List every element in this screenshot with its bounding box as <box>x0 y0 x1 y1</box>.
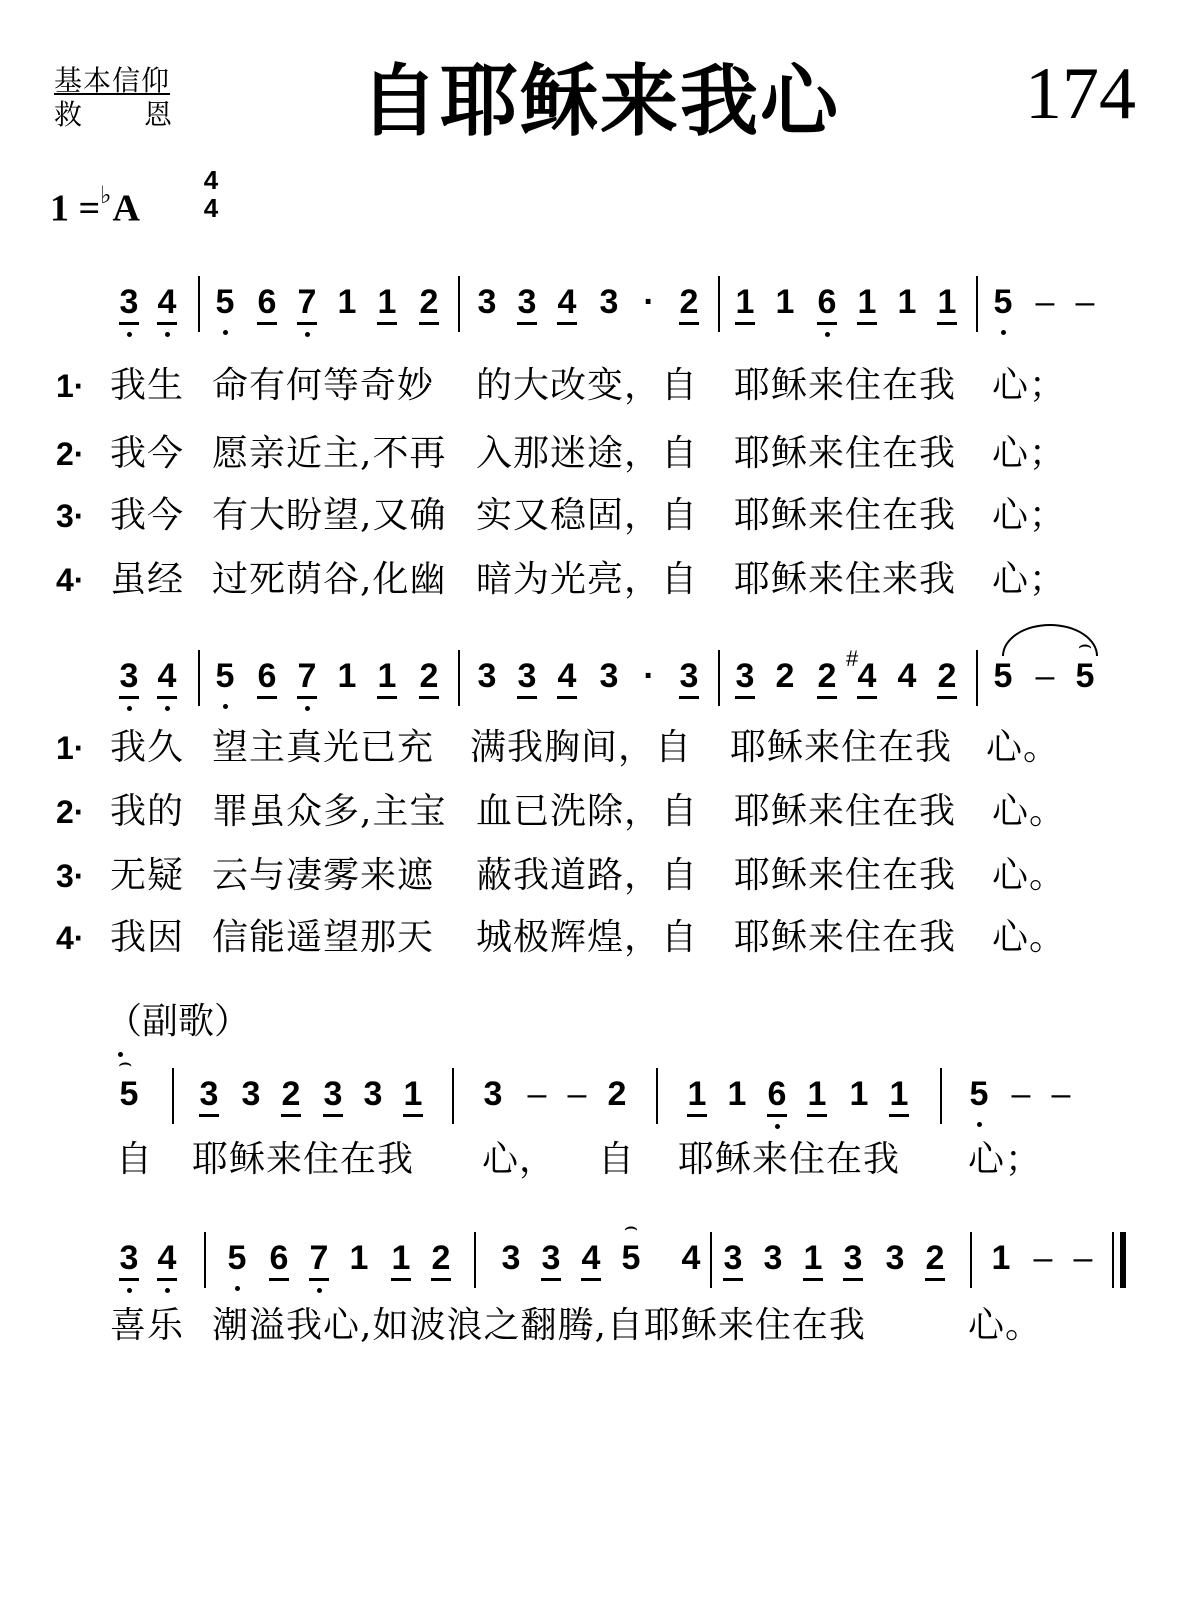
note: 1 <box>734 282 756 340</box>
verse-line <box>56 788 1156 836</box>
note: 2 <box>775 657 795 695</box>
verse-line <box>56 914 1156 962</box>
note: 3 <box>363 1075 383 1113</box>
note: 1 <box>402 1074 424 1132</box>
lyric-segment: 有大盼望,又确 <box>212 495 447 536</box>
key-letter: A <box>112 187 140 230</box>
note: 3 <box>516 282 538 340</box>
dash: – <box>1035 657 1055 695</box>
lyric-segment: 耶稣来住在我 <box>192 1139 415 1180</box>
lyric-segment: 耶稣来住来我 <box>734 559 957 600</box>
note: 3 <box>118 282 140 340</box>
note: 3 <box>198 1074 220 1132</box>
lyric-segment: 蔽我道路，自 <box>476 855 699 896</box>
note: 4 <box>681 1239 701 1277</box>
dot: · <box>643 283 655 321</box>
note: 3 <box>241 1075 261 1113</box>
lyric-segment: 心。 <box>992 855 1067 896</box>
note: 3 <box>722 1238 744 1296</box>
hymn-title: 自耶稣来我心 <box>359 56 840 147</box>
lyric-segment: 血已洗除，自 <box>476 791 699 832</box>
note: 5 <box>214 282 236 340</box>
barline <box>718 276 720 332</box>
lyric-segment: 的大改变，自 <box>476 365 699 406</box>
note: 3 <box>483 1075 503 1113</box>
lyric-segment: 心； <box>992 433 1067 474</box>
note: 2 <box>924 1238 946 1296</box>
lyric-segment: 我因 <box>110 917 185 958</box>
note: 6 <box>816 282 838 340</box>
lyric-segment: 耶稣来住在我 <box>734 433 957 474</box>
note: 2 <box>678 282 700 340</box>
lyric-segment: 望主真光已充 <box>212 727 435 768</box>
chorus-lyric-line-2 <box>56 1302 1156 1350</box>
note-fermata: ⌢ 5 <box>1074 656 1096 714</box>
note: 3 <box>885 1239 905 1277</box>
lyric-segment: 自 <box>116 1139 154 1180</box>
note: 4 <box>556 656 578 714</box>
note: 2 <box>280 1074 302 1132</box>
flat-sign: ♭ <box>100 183 112 209</box>
barline <box>204 1232 206 1288</box>
lyric-segment: 心。 <box>992 791 1067 832</box>
note: 3 <box>477 657 497 695</box>
note: 3 <box>678 656 700 714</box>
verse-line <box>56 852 1156 900</box>
barline <box>970 1232 972 1288</box>
note: 1 <box>806 1074 828 1132</box>
lyric-segment: 城极辉煌，自 <box>476 917 699 958</box>
music-line-1 <box>0 276 1200 346</box>
verse-number: 1· <box>56 368 85 404</box>
barline <box>976 650 978 706</box>
lyric-segment: 虽经 <box>110 559 185 600</box>
dash: – <box>1033 1239 1053 1277</box>
barline <box>198 650 200 706</box>
note: 3 <box>842 1238 864 1296</box>
note: 3 <box>118 656 140 714</box>
music-line-2 <box>0 646 1200 720</box>
lyric-segment: 无疑 <box>110 855 185 896</box>
music-line-4 <box>0 1232 1200 1302</box>
note: 6 <box>256 282 278 340</box>
note: 1 <box>849 1075 869 1113</box>
verse-line <box>56 430 1156 478</box>
dash: – <box>1073 1239 1093 1277</box>
lyric-segment: 暗为光亮，自 <box>476 559 699 600</box>
note: 2 <box>816 656 838 714</box>
barline <box>198 276 200 332</box>
verse-line <box>56 724 1156 772</box>
chorus-label: （副歌） <box>106 1001 251 1042</box>
meter-top: 4 <box>203 165 219 195</box>
lyric-segment: 罪虽众多,主宝 <box>212 791 447 832</box>
lyric-segment: 入那迷途，自 <box>476 433 699 474</box>
note: 1 <box>897 283 917 321</box>
barline <box>718 650 720 706</box>
note: 3 <box>118 1238 140 1296</box>
lyric-segment: 过死荫谷,化幽 <box>212 559 447 600</box>
note: 6 <box>766 1074 788 1132</box>
meter-bottom: 4 <box>203 193 219 223</box>
dot: · <box>643 657 655 695</box>
final-barline-thin <box>1112 1232 1114 1288</box>
note: 1 <box>376 282 398 340</box>
barline <box>474 1232 476 1288</box>
lyric-segment: 心； <box>968 1139 1043 1180</box>
note: 3 <box>322 1074 344 1132</box>
note: 3 <box>540 1238 562 1296</box>
chorus-lyric-line-1 <box>56 1136 1156 1184</box>
verse-line <box>56 556 1156 604</box>
note: 2 <box>607 1075 627 1113</box>
note: 7 <box>296 282 318 340</box>
lyric-segment: 耶稣来住在我 <box>730 727 953 768</box>
note: 7 <box>296 656 318 714</box>
lyric-segment: 耶稣来住在我 <box>734 495 957 536</box>
sharp-sign: # <box>846 646 859 671</box>
lyric-segment: 云与凄雾来遮 <box>212 855 435 896</box>
note: 4 <box>897 657 917 695</box>
time-signature <box>198 166 224 222</box>
note: 4 <box>857 657 877 695</box>
barline <box>458 276 460 332</box>
lyric-segment: 心。 <box>992 917 1067 958</box>
note: 4 <box>156 282 178 340</box>
note: 4 <box>156 1238 178 1296</box>
category-line-1: 基本信仰 <box>54 64 171 97</box>
verse-line <box>56 362 1156 410</box>
lyric-segment: 心， <box>482 1139 557 1180</box>
note-fermata: ⌢ 5 <box>620 1238 642 1296</box>
note: 5 <box>992 282 1014 340</box>
dash: – <box>527 1075 547 1113</box>
note: 1 <box>337 657 357 695</box>
lyric-segment: 我今 <box>110 433 185 474</box>
note: 2 <box>936 656 958 714</box>
barline <box>458 650 460 706</box>
lyric-segment: 耶稣来住在我 <box>734 855 957 896</box>
dash: – <box>1075 283 1095 321</box>
note: 3 <box>599 283 619 321</box>
note: 2 <box>418 282 440 340</box>
note: 4 <box>156 656 178 714</box>
barline <box>710 1232 712 1288</box>
note: 2 <box>418 656 440 714</box>
note: 5 <box>968 1074 990 1132</box>
note: 1 <box>856 282 878 340</box>
verse-number: 4· <box>56 920 85 956</box>
dash: – <box>1011 1075 1031 1113</box>
category-line-2-char: 恩 <box>144 98 173 131</box>
note-fermata: ⌢ 5 <box>118 1074 140 1132</box>
note: 6 <box>256 656 278 714</box>
lyric-segment: 耶稣来住在我 <box>678 1139 901 1180</box>
music-line-3 <box>0 1068 1200 1138</box>
lyric-segment: 我生 <box>110 365 185 406</box>
note: 1 <box>337 283 357 321</box>
note: 1 <box>802 1238 824 1296</box>
barline <box>172 1068 174 1124</box>
note: 1 <box>775 283 795 321</box>
note: 3 <box>516 656 538 714</box>
note: 3 <box>763 1239 783 1277</box>
lyric-segment: 实又稳固，自 <box>476 495 699 536</box>
note: 4 <box>580 1238 602 1296</box>
lyric-segment: 命有何等奇妙 <box>212 365 435 406</box>
lyric-segment: 心。 <box>968 1305 1043 1346</box>
verse-number: 1· <box>56 730 85 766</box>
verse-number: 3· <box>56 498 85 534</box>
barline <box>452 1068 454 1124</box>
note-sharp <box>846 646 878 714</box>
lyric-segment: 我久 <box>110 727 185 768</box>
category-line-2-char: 救 <box>54 98 83 131</box>
lyric-segment: 我的 <box>110 791 185 832</box>
note: 6 <box>268 1238 290 1296</box>
note: 5 <box>993 657 1013 695</box>
lyric-segment: 耶稣来住在我 <box>734 917 957 958</box>
lyric-segment: 心； <box>992 365 1067 406</box>
lyric-segment: 自 <box>598 1139 636 1180</box>
verse-number: 2· <box>56 436 85 472</box>
note: 7 <box>308 1238 330 1296</box>
lyric-segment: 心； <box>992 559 1067 600</box>
dash: – <box>567 1075 587 1113</box>
barline <box>976 276 978 332</box>
note: 5 <box>214 656 236 714</box>
lyric-segment: 耶稣来住在我 <box>734 791 957 832</box>
lyric-segment: 满我胸间，自 <box>470 727 693 768</box>
lyric-segment: 潮溢我心,如波浪之翻腾,自耶稣来住在我 <box>212 1305 866 1346</box>
verse-number: 2· <box>56 794 85 830</box>
key-prefix: 1 = <box>50 187 101 230</box>
verse-number: 4· <box>56 562 85 598</box>
lyric-segment: 信能遥望那天 <box>212 917 435 958</box>
key-signature <box>50 178 140 231</box>
note: 1 <box>349 1239 369 1277</box>
note: 2 <box>430 1238 452 1296</box>
lyric-segment: 心。 <box>986 727 1061 768</box>
dash: – <box>1051 1075 1071 1113</box>
note: 1 <box>888 1074 910 1132</box>
lyric-segment: 愿亲近主,不再 <box>212 433 447 474</box>
barline <box>656 1068 658 1124</box>
note: 1 <box>686 1074 708 1132</box>
note: 1 <box>390 1238 412 1296</box>
note: 1 <box>991 1239 1011 1277</box>
note: 4 <box>556 282 578 340</box>
dash: – <box>1035 283 1055 321</box>
final-barline-thick <box>1120 1232 1126 1288</box>
note: 3 <box>477 283 497 321</box>
lyric-segment: 喜乐 <box>110 1305 185 1346</box>
note: 1 <box>936 282 958 340</box>
barline <box>940 1068 942 1124</box>
note: 1 <box>727 1075 747 1113</box>
verse-number: 3· <box>56 858 85 894</box>
hymn-number: 174 <box>1025 53 1136 135</box>
note: 3 <box>599 657 619 695</box>
note: 1 <box>376 656 398 714</box>
note: 3 <box>734 656 756 714</box>
verse-line <box>56 492 1156 540</box>
note: 3 <box>501 1239 521 1277</box>
lyric-segment: 耶稣来住在我 <box>734 365 957 406</box>
note: 5 <box>226 1238 248 1296</box>
lyric-segment: 我今 <box>110 495 185 536</box>
lyric-segment: 心； <box>992 495 1067 536</box>
